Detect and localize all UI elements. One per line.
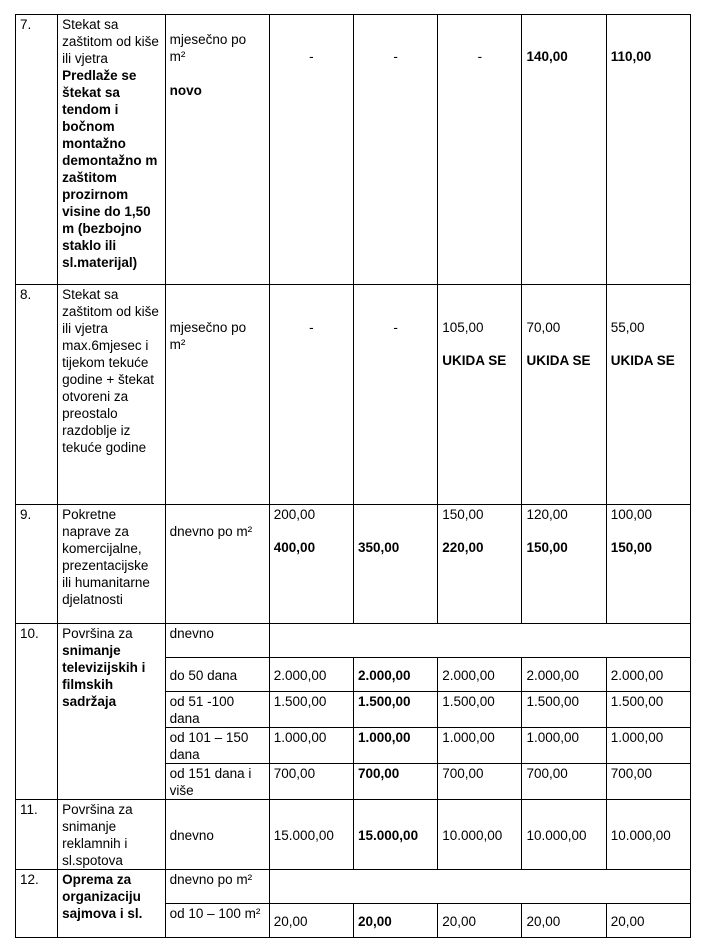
row-unit: dnevno (165, 800, 269, 870)
price-value: 140,00 (526, 49, 568, 64)
row-unit (165, 15, 269, 285)
row-description: Pokretne naprave za komercijalne, prezentacijske ili humanitarne djelatnosti (58, 505, 166, 624)
price-cell (606, 505, 690, 624)
removed-note: UKIDA SE (442, 353, 507, 368)
price-cell: 20,00 (269, 904, 353, 938)
price-cell: 1.000,00 (269, 728, 353, 764)
price-cell (269, 285, 353, 505)
price-cell: 1.500,00 (269, 692, 353, 728)
description-plain: Površina za (62, 626, 133, 641)
price-cell (438, 15, 522, 285)
price-cell: 1.000,00 (438, 728, 522, 764)
price-cell: 1.000,00 (606, 728, 690, 764)
price-cell: 2.000,00 (269, 658, 353, 692)
price-cell: 2.000,00 (438, 658, 522, 692)
unit-note: novo (169, 83, 202, 98)
price-cell: 700,00 (522, 764, 606, 800)
price-cell: 20,00 (438, 904, 522, 938)
price-cell: 700,00 (438, 764, 522, 800)
price-cell (354, 15, 438, 285)
removed-note: UKIDA SE (610, 353, 675, 368)
row-unit: od 101 – 150 dana (165, 728, 269, 764)
price-value: - (477, 49, 483, 64)
table-row-11 (16, 800, 691, 870)
price-cell: 700,00 (606, 764, 690, 800)
price-new: 150,00 (610, 540, 653, 555)
price-cell: 10.000,00 (438, 800, 522, 870)
price-cell (354, 285, 438, 505)
row-number: 11. (16, 800, 58, 870)
price-old: 200,00 (273, 507, 316, 522)
price-cell: 20,00 (522, 904, 606, 938)
price-cell: 15.000,00 (269, 800, 353, 870)
row-unit: dnevno (165, 624, 269, 658)
price-new: 400,00 (273, 540, 316, 555)
price-cell: 2.000,00 (354, 658, 438, 692)
empty-cell (269, 870, 690, 904)
price-cell: 15.000,00 (354, 800, 438, 870)
price-cell (438, 285, 522, 505)
price-value: 70,00 (526, 320, 561, 335)
price-old: 150,00 (442, 507, 484, 522)
price-value: - (309, 320, 314, 335)
price-cell: 1.500,00 (438, 692, 522, 728)
table-row-12 (16, 870, 691, 904)
price-cell: 1.500,00 (354, 692, 438, 728)
empty-cell (269, 624, 690, 658)
row-description: Oprema za organizaciju sajmova i sl. (58, 870, 166, 938)
price-cell: 10.000,00 (606, 800, 690, 870)
price-cell: 20,00 (606, 904, 690, 938)
price-cell (522, 285, 606, 505)
row-unit: dnevno po m² (165, 505, 269, 624)
price-value: 55,00 (610, 320, 645, 335)
unit-label: mjesečno po m² (169, 32, 247, 64)
price-cell: 1.500,00 (522, 692, 606, 728)
price-cell (438, 505, 522, 624)
price-value: - (309, 49, 314, 64)
description-bold: Predlaže se štekat sa tendom i bočnom montažno demontažno m zaštitom prozirnom visine do 1,50 m (bezbojno staklo ili sl.materijal) (62, 68, 158, 270)
price-cell: 1.000,00 (522, 728, 606, 764)
price-new: 150,00 (526, 540, 568, 555)
price-old: 100,00 (610, 507, 653, 522)
price-cell (606, 285, 690, 505)
price-cell: 1.000,00 (354, 728, 438, 764)
price-cell: 2.000,00 (522, 658, 606, 692)
row-number: 9. (16, 505, 58, 624)
price-value: - (393, 49, 398, 64)
price-value: - (393, 320, 398, 335)
table-row-9 (16, 505, 691, 624)
row-description (58, 15, 166, 285)
row-number: 12. (16, 870, 58, 938)
price-cell: 700,00 (354, 764, 438, 800)
row-unit: od 51 -100 dana (165, 692, 269, 728)
price-cell (522, 15, 606, 285)
table-row-8 (16, 285, 691, 505)
description-bold: snimanje televizijskih i filmskih sadržaja (62, 643, 146, 709)
price-table (15, 14, 691, 938)
price-cell: 20,00 (354, 904, 438, 938)
removed-note: UKIDA SE (526, 353, 591, 368)
price-value: 110,00 (610, 49, 652, 64)
row-description: Stekat sa zaštitom od kiše ili vjetra max.6mjesec i tijekom tekuće godine + štekat otvoreni za preostalo razdoblje iz tekuće godine (58, 285, 166, 505)
price-cell: 10.000,00 (522, 800, 606, 870)
price-cell: 700,00 (269, 764, 353, 800)
row-unit: od 10 – 100 m² (165, 904, 269, 938)
table-row-10 (16, 624, 691, 658)
price-cell (606, 15, 690, 285)
price-cell (269, 505, 353, 624)
row-unit: dnevno po m² (165, 870, 269, 904)
row-unit: do 50 dana (165, 658, 269, 692)
price-cell: 1.500,00 (606, 692, 690, 728)
price-cell (354, 505, 438, 624)
price-cell (522, 505, 606, 624)
row-number: 10. (16, 624, 58, 800)
price-new: 350,00 (358, 540, 400, 555)
price-old: 120,00 (526, 507, 568, 522)
price-cell (269, 15, 353, 285)
row-unit: od 151 dana i više (165, 764, 269, 800)
table-row-7 (16, 15, 691, 285)
row-number: 7. (16, 15, 58, 285)
price-cell: 2.000,00 (606, 658, 690, 692)
price-value: 105,00 (442, 320, 484, 335)
price-new: 220,00 (442, 540, 484, 555)
row-unit: mjesečno po m² (165, 285, 269, 505)
row-description: Površina za snimanje reklamnih i sl.spotova (58, 800, 166, 870)
row-description (58, 624, 166, 800)
row-number: 8. (16, 285, 58, 505)
description-plain: Stekat sa zaštitom od kiše ili vjetra (62, 17, 159, 66)
